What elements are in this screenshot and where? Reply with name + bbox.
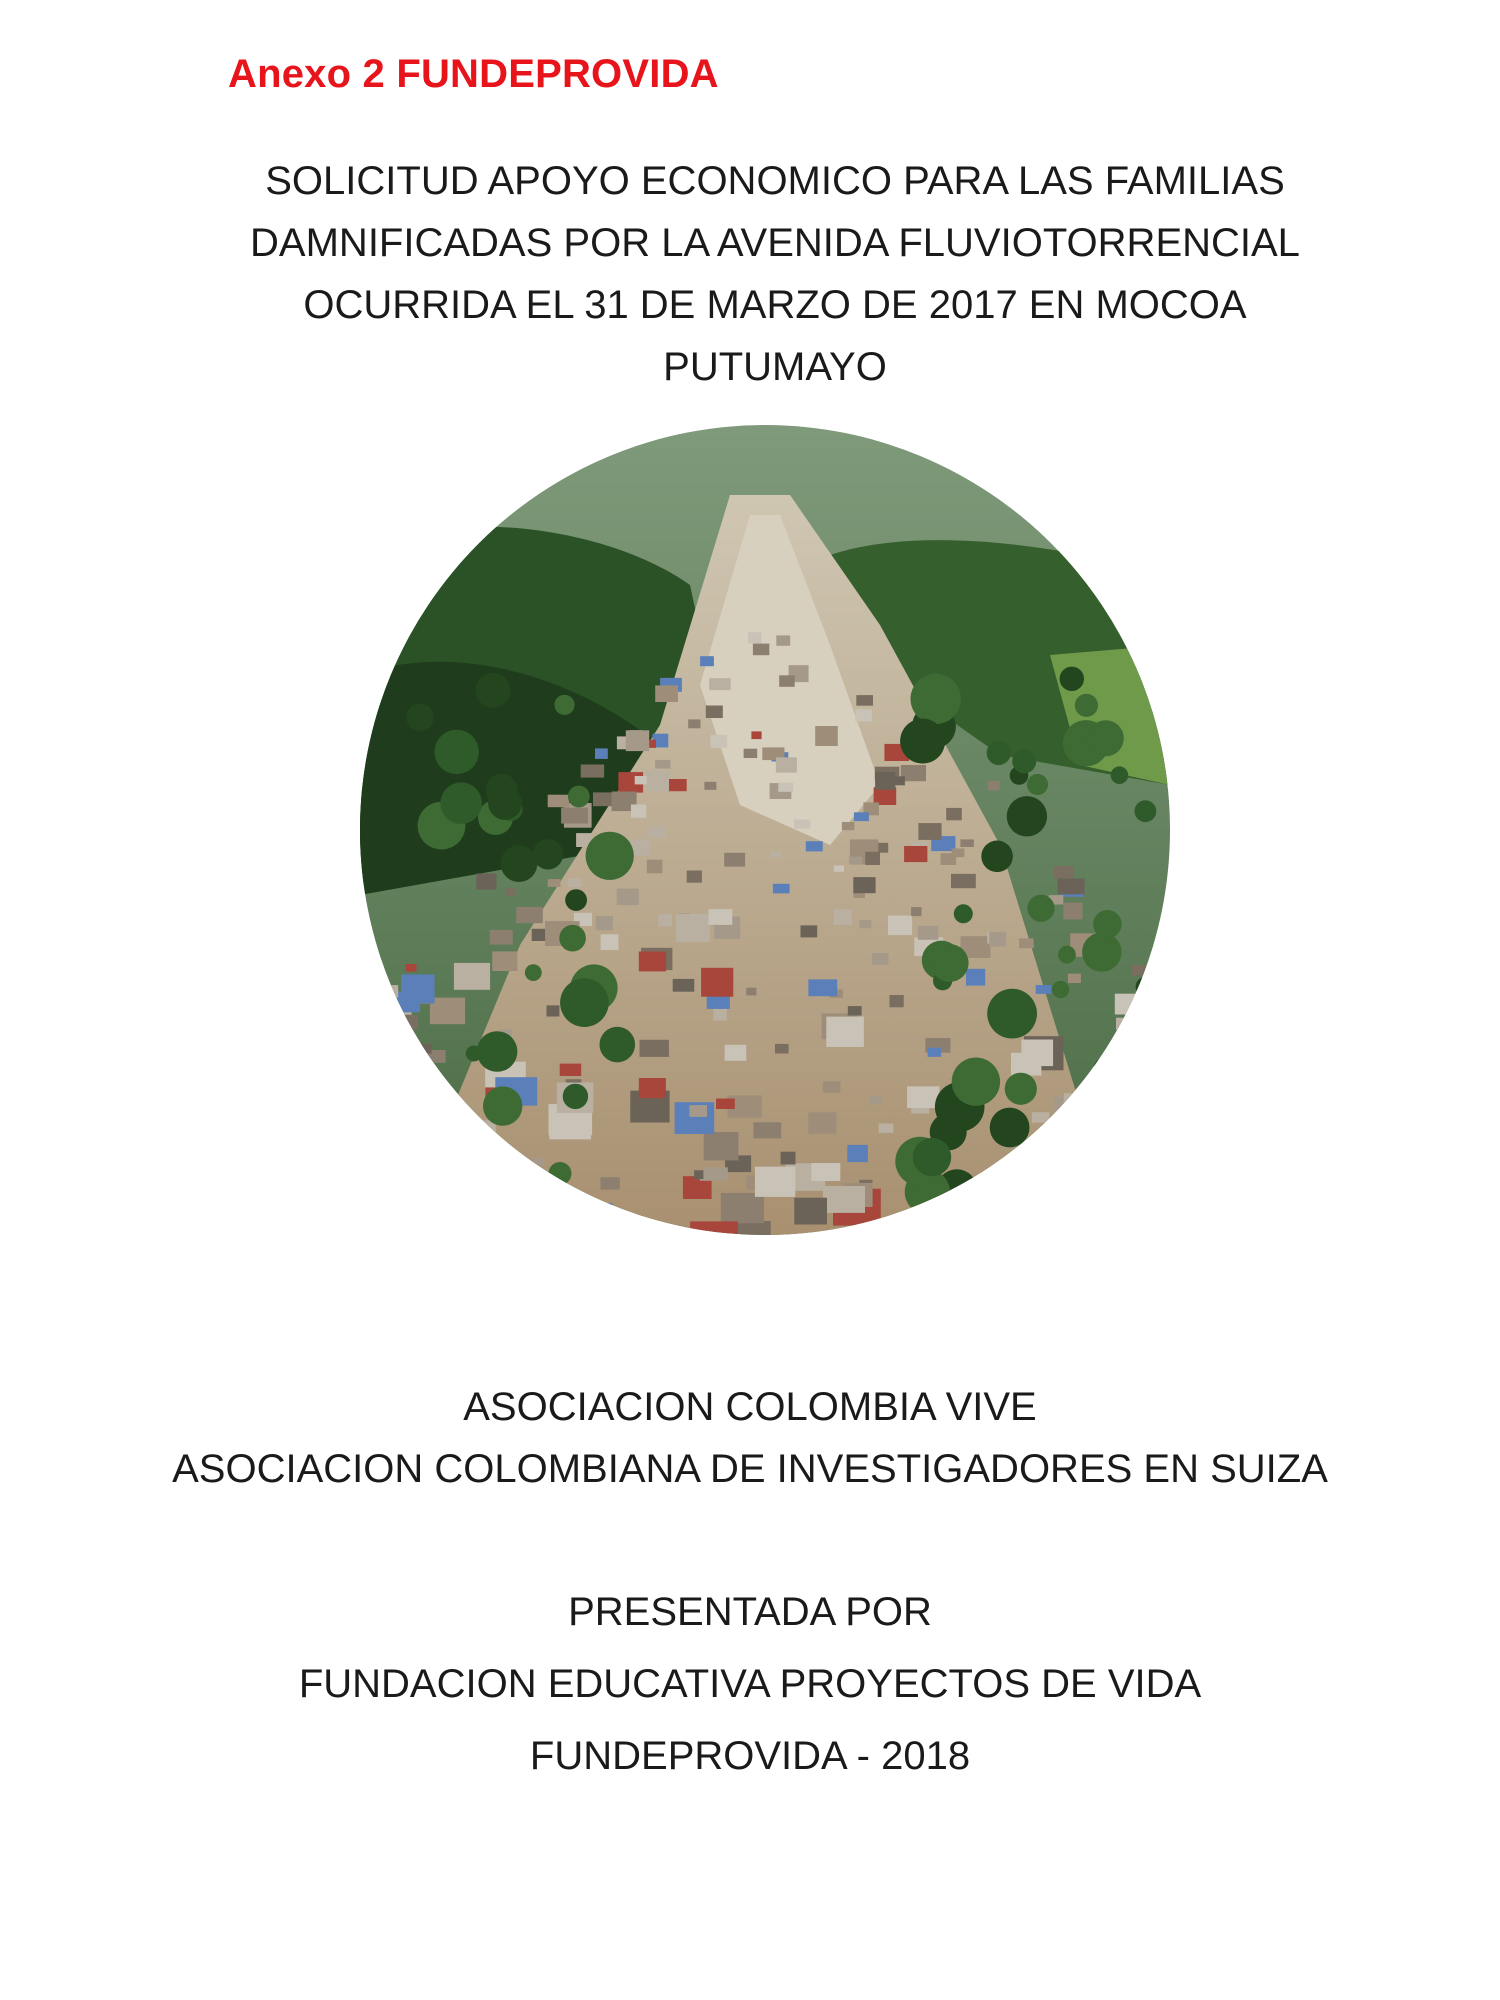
tree-shape xyxy=(911,674,961,724)
tree-shape xyxy=(1144,1011,1170,1038)
house-shape xyxy=(363,1200,385,1213)
house-shape xyxy=(399,1088,433,1113)
house-shape xyxy=(960,839,974,847)
tree-shape xyxy=(483,1086,522,1125)
house-shape xyxy=(655,685,678,702)
house-shape xyxy=(516,907,543,923)
tree-shape xyxy=(1082,932,1121,971)
house-shape xyxy=(1093,1197,1119,1216)
house-shape xyxy=(648,826,666,838)
house-shape xyxy=(655,760,670,769)
house-shape xyxy=(748,632,761,643)
house-shape xyxy=(1116,1018,1133,1030)
house-shape xyxy=(1068,974,1081,983)
tree-shape xyxy=(560,978,609,1027)
tree-shape xyxy=(1098,1095,1116,1113)
tree-shape xyxy=(500,1165,544,1209)
house-shape xyxy=(811,1163,840,1181)
house-shape xyxy=(1041,1142,1084,1180)
tree-shape xyxy=(1052,981,1069,998)
presented-by-block xyxy=(100,1576,1400,1792)
house-shape xyxy=(988,781,1000,791)
house-shape xyxy=(724,853,745,867)
house-shape xyxy=(701,968,733,997)
house-shape xyxy=(946,808,962,820)
house-shape xyxy=(635,776,647,784)
house-shape xyxy=(1064,1093,1081,1108)
house-shape xyxy=(855,709,872,721)
tree-shape xyxy=(436,1136,474,1174)
house-shape xyxy=(794,1198,827,1225)
house-shape xyxy=(505,888,516,896)
house-shape xyxy=(753,644,769,656)
house-shape xyxy=(378,1107,414,1137)
house-shape xyxy=(823,1081,841,1092)
tree-shape xyxy=(1088,720,1124,756)
tree-shape xyxy=(1093,910,1121,938)
house-shape xyxy=(687,871,702,883)
tree-shape xyxy=(987,989,1037,1039)
house-shape xyxy=(710,735,727,748)
house-shape xyxy=(1055,1154,1090,1181)
house-shape xyxy=(709,678,731,690)
house-shape xyxy=(706,706,723,719)
tree-shape xyxy=(1027,774,1048,795)
house-shape xyxy=(1054,1096,1089,1124)
tree-shape xyxy=(477,1031,518,1072)
house-shape xyxy=(989,932,1006,947)
tree-shape xyxy=(1075,694,1098,717)
tree-shape xyxy=(501,845,538,882)
title-line: OCURRIDA EL 31 DE MARZO DE 2017 EN MOCOA xyxy=(303,283,1247,327)
house-shape xyxy=(856,695,873,706)
house-shape xyxy=(721,1193,764,1223)
house-shape xyxy=(388,1191,405,1204)
house-shape xyxy=(560,1064,582,1076)
house-shape xyxy=(406,964,417,972)
house-shape xyxy=(775,1044,789,1054)
house-shape xyxy=(601,934,619,950)
house-shape xyxy=(870,1096,882,1104)
tree-shape xyxy=(586,832,634,880)
house-shape xyxy=(928,1048,942,1057)
house-shape xyxy=(776,635,790,645)
tree-shape xyxy=(1012,749,1036,773)
house-shape xyxy=(1032,1112,1050,1123)
tree-shape xyxy=(1058,946,1076,964)
house-shape xyxy=(781,1152,796,1165)
house-shape xyxy=(834,909,852,925)
house-shape xyxy=(794,820,810,829)
house-shape xyxy=(544,1204,588,1236)
house-shape xyxy=(979,1178,1003,1197)
house-shape xyxy=(640,1040,669,1057)
house-shape xyxy=(394,1015,418,1029)
tree-shape xyxy=(1005,1073,1037,1105)
title-line: DAMNIFICADAS POR LA AVENIDA FLUVIOTORRENCIAL xyxy=(250,221,1300,265)
house-shape xyxy=(631,804,646,817)
house-shape xyxy=(1063,903,1082,920)
house-shape xyxy=(808,979,837,996)
house-shape xyxy=(859,920,871,928)
house-shape xyxy=(848,1006,862,1015)
house-shape xyxy=(1035,1136,1046,1145)
house-shape xyxy=(776,757,797,772)
house-shape xyxy=(854,812,869,821)
house-shape xyxy=(751,731,761,739)
house-shape xyxy=(668,779,687,791)
house-shape xyxy=(1019,938,1034,948)
house-shape xyxy=(593,792,614,806)
tree-shape xyxy=(931,944,969,982)
tree-shape xyxy=(1135,800,1157,822)
tree-shape xyxy=(981,841,1013,873)
house-shape xyxy=(454,963,490,990)
tree-shape xyxy=(563,1084,588,1109)
organization-name: ASOCIACION COLOMBIA VIVE xyxy=(463,1385,1037,1429)
house-shape xyxy=(1035,1175,1047,1183)
organization-name: ASOCIACION COLOMBIANA DE INVESTIGADORES EN SUIZA xyxy=(172,1447,1328,1491)
house-shape xyxy=(1054,866,1074,878)
house-shape xyxy=(918,823,941,840)
tree-shape xyxy=(900,719,945,764)
house-shape xyxy=(400,1076,442,1111)
house-shape xyxy=(430,998,465,1025)
house-shape xyxy=(617,889,639,906)
footer-year: FUNDEPROVIDA - 2018 xyxy=(529,1734,971,1778)
house-shape xyxy=(879,1124,894,1133)
house-shape xyxy=(889,776,905,785)
house-shape xyxy=(888,916,912,936)
house-shape xyxy=(907,1086,939,1108)
house-shape xyxy=(815,726,838,746)
house-shape xyxy=(709,909,733,925)
house-shape xyxy=(952,849,965,858)
house-shape xyxy=(865,852,880,865)
house-shape xyxy=(645,771,669,792)
house-shape xyxy=(1143,1211,1170,1235)
house-shape xyxy=(420,1044,432,1054)
house-shape xyxy=(676,914,710,942)
house-shape xyxy=(569,1206,596,1226)
house-shape xyxy=(398,1112,417,1128)
house-shape xyxy=(491,1218,503,1228)
house-shape xyxy=(1066,1139,1104,1169)
house-shape xyxy=(688,719,700,728)
tree-shape xyxy=(1136,977,1156,997)
tree-shape xyxy=(533,839,563,869)
tree-shape xyxy=(435,730,479,774)
house-shape xyxy=(673,979,695,992)
house-shape xyxy=(1011,1053,1042,1076)
house-shape xyxy=(755,1167,795,1197)
title-line: PUTUMAYO xyxy=(663,345,887,389)
house-shape xyxy=(1132,965,1147,976)
house-shape xyxy=(689,1105,707,1117)
tree-shape xyxy=(1093,1055,1127,1089)
house-shape xyxy=(770,851,781,858)
house-shape xyxy=(826,1017,864,1047)
organizations-block xyxy=(100,1376,1400,1500)
house-shape xyxy=(872,953,889,965)
tree-shape xyxy=(568,786,590,808)
house-shape xyxy=(849,857,862,864)
tree-shape xyxy=(1007,796,1047,836)
tree-shape xyxy=(554,695,574,715)
foundation-name: FUNDACION EDUCATIVA PROYECTOS DE VIDA xyxy=(298,1662,1202,1706)
document-title xyxy=(150,150,1400,398)
house-shape xyxy=(626,730,649,751)
house-shape xyxy=(987,1175,1024,1207)
house-shape xyxy=(384,985,399,997)
house-shape xyxy=(918,926,939,940)
house-shape xyxy=(853,877,875,893)
house-shape xyxy=(976,1221,992,1234)
house-shape xyxy=(951,874,976,888)
house-shape xyxy=(575,1203,612,1231)
house-shape xyxy=(808,1112,836,1134)
tree-shape xyxy=(488,786,522,820)
house-shape xyxy=(1058,879,1085,895)
house-shape xyxy=(823,1186,865,1213)
tree-shape xyxy=(1111,766,1129,784)
house-shape xyxy=(806,841,823,851)
house-shape xyxy=(746,988,756,996)
house-shape xyxy=(360,1146,374,1158)
house-shape xyxy=(753,1122,781,1138)
house-shape xyxy=(930,1216,950,1229)
house-shape xyxy=(744,749,758,758)
house-shape xyxy=(890,995,904,1007)
tree-shape xyxy=(1115,1029,1162,1076)
house-shape xyxy=(596,916,613,930)
house-shape xyxy=(1143,1202,1169,1217)
house-shape xyxy=(1036,985,1051,994)
house-shape xyxy=(911,907,922,916)
house-shape xyxy=(492,951,517,971)
house-shape xyxy=(703,1167,727,1181)
house-shape xyxy=(1083,1220,1129,1235)
house-shape xyxy=(401,974,435,1003)
tree-shape xyxy=(406,704,433,731)
tree-shape xyxy=(954,904,973,923)
house-shape xyxy=(874,787,897,805)
tree-shape xyxy=(559,925,586,952)
tree-shape xyxy=(990,1108,1030,1148)
house-shape xyxy=(561,808,588,824)
house-shape xyxy=(779,675,795,687)
house-shape xyxy=(713,1009,727,1021)
house-shape xyxy=(778,783,793,792)
house-shape xyxy=(704,782,716,790)
tree-shape xyxy=(549,1162,572,1185)
tree-shape xyxy=(440,782,482,824)
house-shape xyxy=(773,884,790,894)
house-shape xyxy=(595,748,608,759)
tree-shape xyxy=(600,1027,636,1063)
house-shape xyxy=(690,1221,738,1235)
tree-shape xyxy=(565,889,587,911)
presented-by-label: PRESENTADA POR xyxy=(568,1590,932,1634)
house-shape xyxy=(700,656,714,666)
house-shape xyxy=(476,874,496,890)
aerial-disaster-photo xyxy=(360,425,1170,1235)
house-shape xyxy=(360,1045,376,1062)
house-shape xyxy=(360,1189,367,1218)
house-shape xyxy=(547,1005,560,1016)
house-shape xyxy=(639,952,666,972)
house-shape xyxy=(1115,994,1144,1015)
house-shape xyxy=(847,1145,868,1162)
annex-label: Anexo 2 FUNDEPROVIDA xyxy=(228,52,719,96)
house-shape xyxy=(658,914,672,926)
house-shape xyxy=(1062,1160,1093,1187)
house-shape xyxy=(842,822,854,830)
house-shape xyxy=(426,1154,442,1167)
house-shape xyxy=(568,878,581,887)
house-shape xyxy=(548,795,570,808)
house-shape xyxy=(834,866,844,872)
house-shape xyxy=(694,1170,705,1179)
house-shape xyxy=(581,765,604,778)
house-shape xyxy=(1127,1165,1140,1172)
house-shape xyxy=(490,930,513,945)
house-shape xyxy=(533,1158,544,1165)
house-shape xyxy=(704,1132,739,1160)
house-shape xyxy=(639,1078,666,1098)
tree-shape xyxy=(987,741,1011,765)
tree-shape xyxy=(1060,667,1084,691)
tree-shape xyxy=(475,673,510,708)
tree-shape xyxy=(913,1138,951,1176)
house-shape xyxy=(1131,1185,1144,1194)
house-shape xyxy=(904,846,927,862)
tree-shape xyxy=(506,1171,525,1190)
tree-shape xyxy=(1105,1050,1153,1098)
house-shape xyxy=(364,1022,384,1035)
house-shape xyxy=(966,969,985,986)
tree-shape xyxy=(1027,895,1054,922)
house-shape xyxy=(400,1171,410,1180)
house-shape xyxy=(369,1073,379,1081)
house-shape xyxy=(716,1099,735,1110)
tree-shape xyxy=(952,1058,1000,1106)
house-shape xyxy=(725,1045,747,1061)
house-shape xyxy=(647,860,663,874)
house-shape xyxy=(1149,1170,1170,1190)
tree-shape xyxy=(525,964,542,981)
title-line: SOLICITUD APOYO ECONOMICO PARA LAS FAMILIAS xyxy=(265,159,1285,203)
house-shape xyxy=(601,1177,620,1189)
house-shape xyxy=(801,925,818,937)
house-shape xyxy=(548,879,561,887)
